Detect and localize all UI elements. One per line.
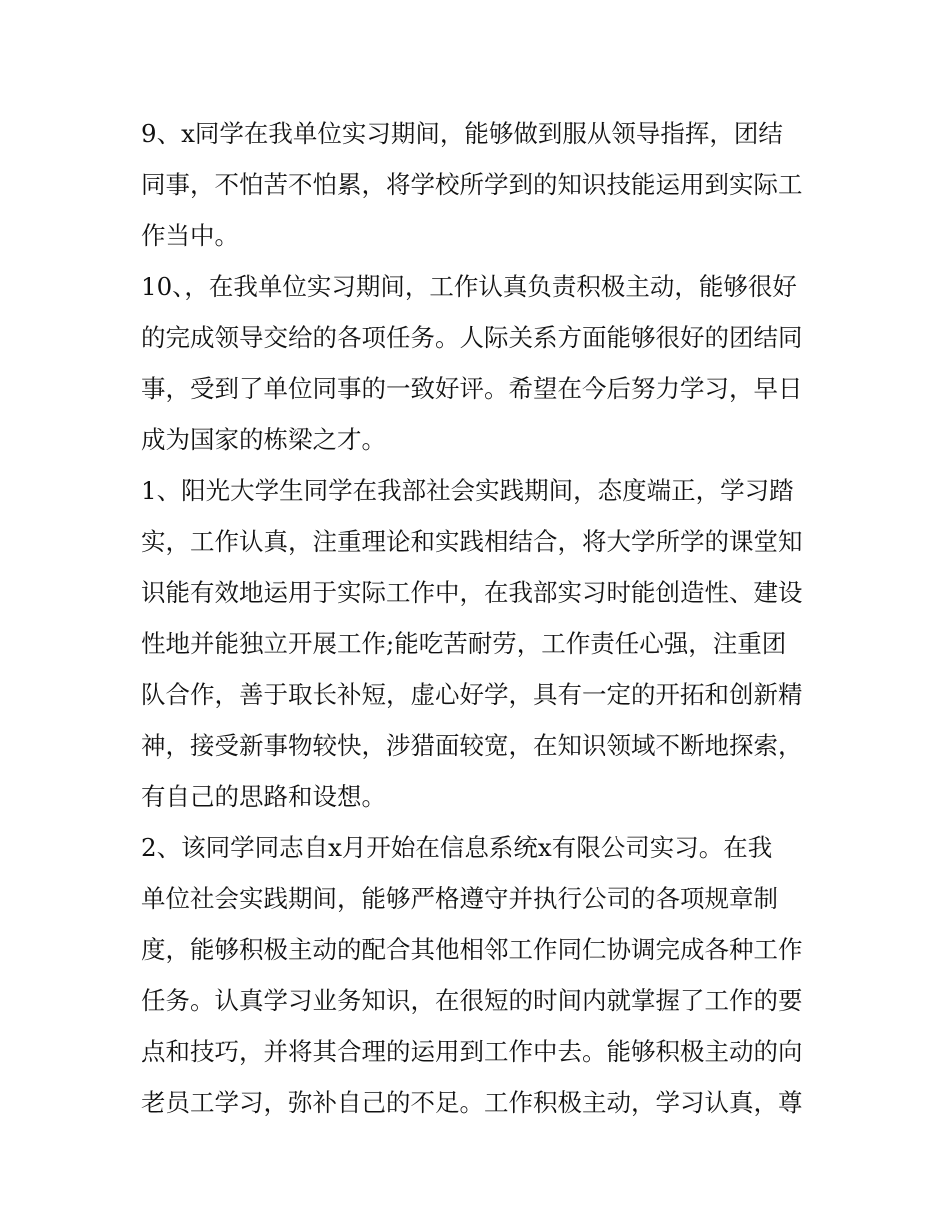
text-line: 1、阳光大学生同学在我部社会实践期间，态度端正，学习踏: [141, 476, 794, 505]
text-line: 神，接受新事物较快，涉猎面较宽，在知识领域不断地探索，: [141, 731, 803, 760]
text-line: 2、该同学同志自x月开始在信息系统x有限公司实习。在我: [141, 833, 773, 862]
text-line: 实，工作认真，注重理论和实践相结合，将大学所学的课堂知: [141, 527, 803, 556]
text-line: 识能有效地运用于实际工作中，在我部实习时能创造性、建设: [141, 578, 803, 607]
text-line: 单位社会实践期间，能够严格遵守并执行公司的各项规章制: [141, 884, 778, 913]
text-line: 点和技巧，并将其合理的运用到工作中去。能够积极主动的向: [141, 1037, 803, 1066]
text-line: 有自己的思路和设想。: [141, 782, 386, 811]
text-line: 性地并能独立开展工作;能吃苦耐劳，工作责任心强，注重团: [141, 629, 787, 658]
text-line: 10、，在我单位实习期间，工作认真负责积极主动，能够很好: [141, 272, 797, 301]
text-line: 9、x同学在我单位实习期间，能够做到服从领导指挥，团结: [141, 119, 783, 148]
text-line: 事，受到了单位同事的一致好评。希望在今后努力学习，早日: [141, 374, 803, 403]
text-line: 任务。认真学习业务知识，在很短的时间内就掌握了工作的要: [141, 986, 803, 1015]
document-body: [141, 108, 821, 1128]
text-line: 同事，不怕苦不怕累，将学校所学到的知识技能运用到实际工: [141, 170, 803, 199]
text-line: 队合作，善于取长补短，虚心好学，具有一定的开拓和创新精: [141, 680, 803, 709]
text-line: 老员工学习，弥补自己的不足。工作积极主动，学习认真，尊: [141, 1088, 803, 1117]
text-line: 成为国家的栋梁之才。: [141, 425, 386, 454]
text-line: 的完成领导交给的各项任务。人际关系方面能够很好的团结同: [141, 323, 803, 352]
text-line: 度，能够积极主动的配合其他相邻工作同仁协调完成各种工作: [141, 935, 803, 964]
text-line: 作当中。: [141, 221, 239, 250]
